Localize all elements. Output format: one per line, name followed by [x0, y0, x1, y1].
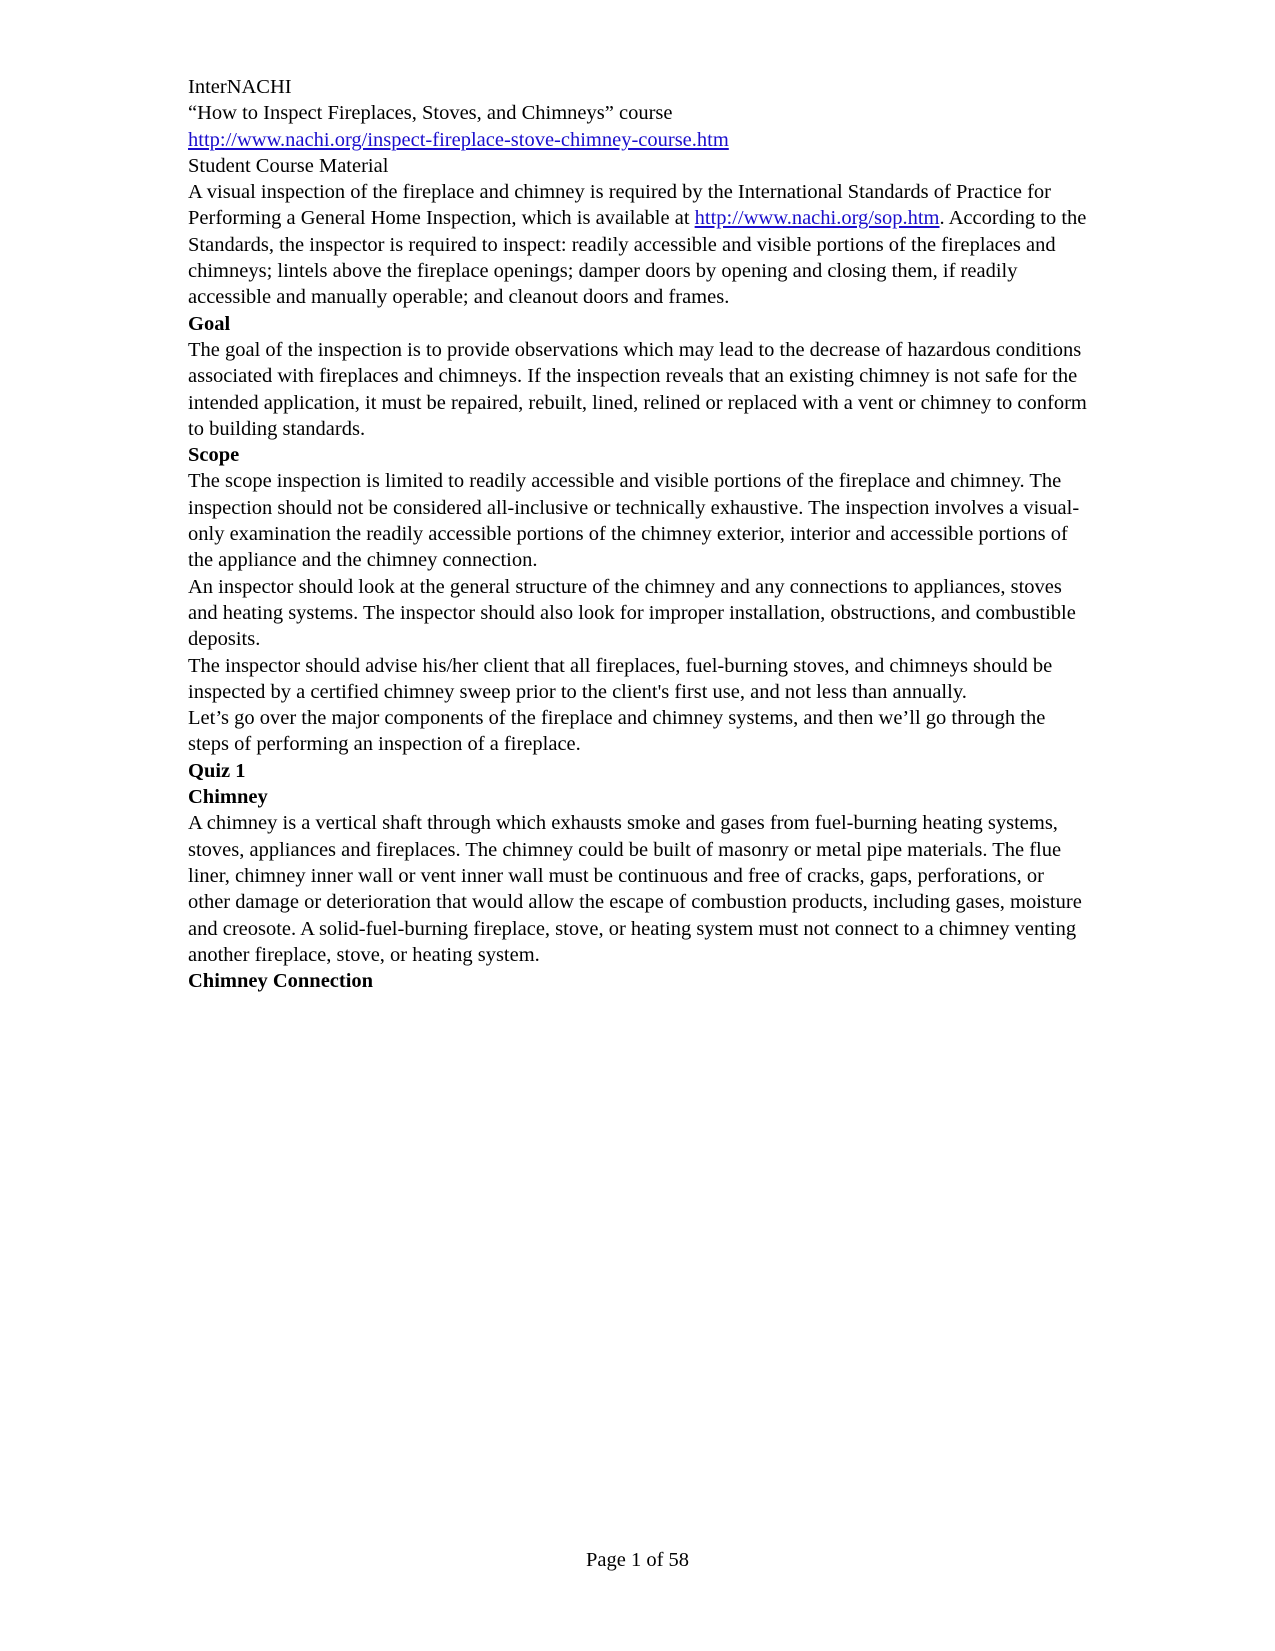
scope-heading: Scope	[188, 444, 240, 467]
scope-paragraph-2: An inspector should look at the general structure of the chimney and any connections to appliances, stoves and heating systems. The inspector should also look for improper installation, obstructions, and combustible deposits.	[188, 575, 1076, 651]
page-content	[188, 74, 1088, 994]
intro-text-before-link: A visual inspection of the fireplace and chimney is required by the International Standards of Practice for Performing a General Home Inspection, which is available at	[188, 181, 1051, 230]
goal-paragraph: The goal of the inspection is to provide observations which may lead to the decrease of hazardous conditions associated with fireplaces and chimneys. If the inspection reveals that an existing chimney is not safe for the intended application, it must be repaired, rebuilt, lined, relined or replaced with a vent or chimney to conform to building standards.	[188, 338, 1087, 440]
scope-paragraph-4: Let’s go over the major components of the fireplace and chimney systems, and then we’ll go through the steps of performing an inspection of a fireplace.	[188, 707, 1046, 756]
chimney-paragraph: A chimney is a vertical shaft through which exhausts smoke and gases from fuel-burning heating systems, stoves, appliances and fireplaces. The chimney could be built of masonry or metal pipe materials. The flue liner, chimney inner wall or vent inner wall must be continuous and free of cracks, gaps, perforations, or other damage or deterioration that would allow the escape of combustion products, including gases, moisture and creosote. A solid-fuel-burning fireplace, stove, or heating system must not connect to a chimney venting another fireplace, stove, or heating system.	[188, 812, 1082, 966]
intro-text-after-link: . According to the Standards, the inspector is required to inspect: readily accessible and visible portions of the fireplaces and chimneys; lintels above the fireplace openings; damper doors by opening and closing them, if readily accessible and manually operable; and cleanout doors and frames.	[188, 207, 1087, 309]
course-title: “How to Inspect Fireplaces, Stoves, and Chimneys” course	[188, 102, 673, 125]
chimney-connection-heading: Chimney Connection	[188, 970, 374, 993]
scope-paragraph-3: The inspector should advise his/her client that all fireplaces, fuel-burning stoves, and chimneys should be inspected by a certified chimney sweep prior to the client's first use, and not less than annually.	[188, 654, 1053, 703]
quiz-heading: Quiz 1	[188, 759, 246, 782]
chimney-heading: Chimney	[188, 786, 268, 809]
scope-paragraph-1: The scope inspection is limited to readily accessible and visible portions of the fireplace and chimney. The inspection should not be considered all-inclusive or technically exhaustive. The inspection involves a visual-only examination the readily accessible portions of the chimney exterior, interior and accessible portions of the appliance and the chimney connection.	[188, 470, 1080, 572]
intro-paragraph	[188, 179, 1088, 310]
page-number: Page 1 of 58	[585, 1549, 690, 1571]
sop-link[interactable]: http://www.nachi.org/sop.htm	[694, 207, 940, 230]
goal-heading: Goal	[188, 312, 231, 335]
document-subtitle: Student Course Material	[188, 154, 389, 177]
course-url-link[interactable]: http://www.nachi.org/inspect-fireplace-stove-chimney-course.htm	[188, 128, 729, 151]
organization-name: InterNACHI	[188, 76, 292, 98]
